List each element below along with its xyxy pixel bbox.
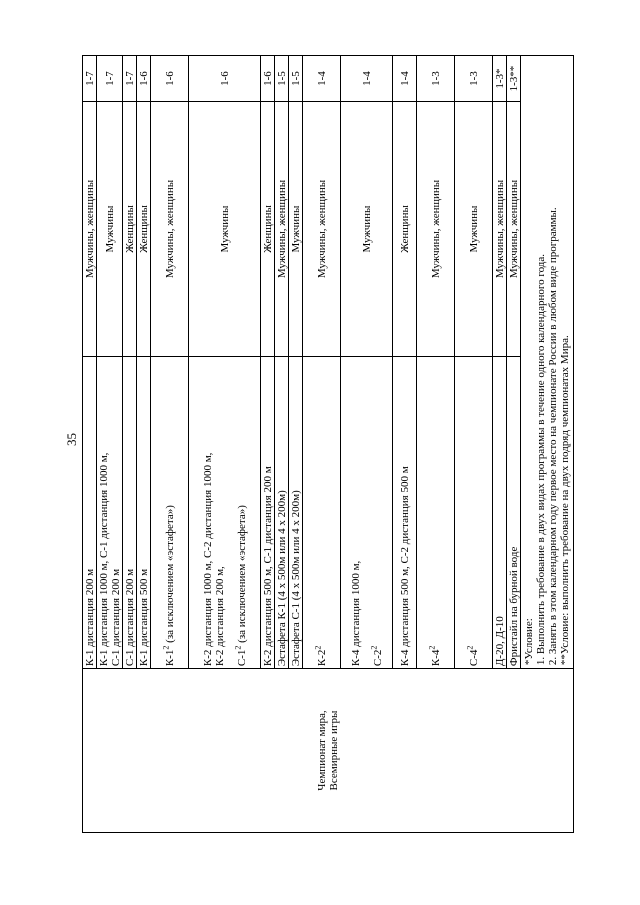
discipline-cell: Эстафета К-1 (4 х 500м или 4 х 200м) xyxy=(275,356,289,668)
group-cell: Женщины xyxy=(393,102,417,357)
group-cell: Мужчины, женщины xyxy=(507,102,521,357)
places-cell: 1-4 xyxy=(303,56,341,102)
table-row xyxy=(83,56,97,833)
discipline-cell: Д-20, Д-10 xyxy=(493,356,507,668)
places-cell: 1-6 xyxy=(261,56,275,102)
discipline-cell xyxy=(341,356,393,668)
group-cell: Мужчины, женщины xyxy=(151,102,189,357)
footnote-mark: 2 xyxy=(426,645,436,650)
places-cell: 1-3** xyxy=(507,56,521,102)
discipline-cell xyxy=(151,356,189,668)
page-number: 35 xyxy=(64,433,79,446)
discipline-text: С-2 xyxy=(371,649,384,667)
discipline-text: К-1 xyxy=(163,649,176,667)
discipline-line: С-1 дистанция 200 м xyxy=(109,568,122,667)
places-cell: 1-5 xyxy=(275,56,289,102)
discipline-cell: Эстафета С-1 (4 х 500м или 4 х 200м) xyxy=(289,356,303,668)
discipline-suffix: (за исключением «эстафета») xyxy=(235,505,248,646)
group-cell: Мужчины xyxy=(97,102,123,357)
group-cell: Женщины xyxy=(123,102,137,357)
group-cell: Мужчины xyxy=(289,102,303,357)
discipline-line xyxy=(232,359,248,667)
discipline-cell: К-2 дистанция 500 м, С-1 дистанция 200 м xyxy=(261,356,275,668)
discipline-cell: К-1 дистанция 200 м xyxy=(83,356,97,668)
notes-cell xyxy=(521,56,574,669)
group-cell: Женщины xyxy=(137,102,151,357)
discipline-line xyxy=(368,359,384,667)
places-cell: 1-6 xyxy=(189,56,261,102)
footnote-mark: 2 xyxy=(160,645,170,650)
places-cell: 1-6 xyxy=(151,56,189,102)
discipline-suffix: (за исключением «эстафета») xyxy=(163,505,176,646)
discipline-cell xyxy=(455,356,493,668)
group-cell: Мужчины, женщины xyxy=(417,102,455,357)
group-cell: Мужчины, женщины xyxy=(275,102,289,357)
places-cell: 1-3 xyxy=(417,56,455,102)
places-cell: 1-4 xyxy=(341,56,393,102)
discipline-cell: С-1 дистанция 200 м xyxy=(123,356,137,668)
places-cell: 1-7 xyxy=(123,56,137,102)
places-cell: 1-6 xyxy=(137,56,151,102)
footnote-mark: 2 xyxy=(368,645,378,650)
discipline-text: К-4 xyxy=(429,649,442,667)
footnote-mark: 2 xyxy=(464,645,474,650)
discipline-cell: Фристайл на бурной воде xyxy=(507,356,521,668)
group-cell: Мужчины xyxy=(189,102,261,357)
group-cell: Мужчины, женщины xyxy=(83,102,97,357)
footnote-mark: 2 xyxy=(312,645,322,650)
places-cell: 1-7 xyxy=(83,56,97,102)
discipline-line: К-2 дистанция 200 м, xyxy=(213,566,226,667)
discipline-line: К-4 дистанция 1000 м, xyxy=(349,560,362,667)
discipline-text: К-2 xyxy=(315,649,328,667)
discipline-cell xyxy=(189,356,261,668)
note-line: *Условие: xyxy=(523,618,535,666)
ranking-table xyxy=(82,55,574,833)
note-line: 2. Занять в этом календарном году первое место на чемпионате России в любом виде программы. xyxy=(547,207,559,666)
group-cell: Мужчины, женщины xyxy=(493,102,507,357)
discipline-cell: К-1 дистанция 500 м xyxy=(137,356,151,668)
group-cell: Мужчины xyxy=(341,102,393,357)
places-cell: 1-4 xyxy=(393,56,417,102)
places-cell: 1-7 xyxy=(97,56,123,102)
discipline-text: С-4 xyxy=(467,649,480,667)
group-cell: Мужчины xyxy=(455,102,493,357)
places-cell: 1-5 xyxy=(289,56,303,102)
discipline-cell xyxy=(303,356,341,668)
places-cell: 1-3 xyxy=(455,56,493,102)
footnote-mark: 2 xyxy=(232,645,242,650)
discipline-cell: К-4 дистанция 500 м, С-2 дистанция 500 м xyxy=(393,356,417,668)
group-cell: Мужчины, женщины xyxy=(303,102,341,357)
discipline-cell xyxy=(97,356,123,668)
discipline-line: К-1 дистанция 1000 м, С-1 дистанция 1000 м, xyxy=(97,452,110,667)
group-cell: Женщины xyxy=(261,102,275,357)
category-cell: Чемпионат мира, Всемирные игры xyxy=(83,669,574,833)
discipline-cell xyxy=(417,356,455,668)
rotated-table-container xyxy=(82,55,571,833)
discipline-text: С-1 xyxy=(235,649,248,667)
note-line: **Условие: выполнить требование на двух подряд чемпионатах Мира. xyxy=(559,335,571,666)
discipline-line: К-2 дистанция 1000 м, С-2 дистанция 1000 м, xyxy=(201,452,214,667)
places-cell: 1-3* xyxy=(493,56,507,102)
note-line: 1. Выполнить требование в двух видах программы в течение одного календарного года. xyxy=(535,254,547,666)
